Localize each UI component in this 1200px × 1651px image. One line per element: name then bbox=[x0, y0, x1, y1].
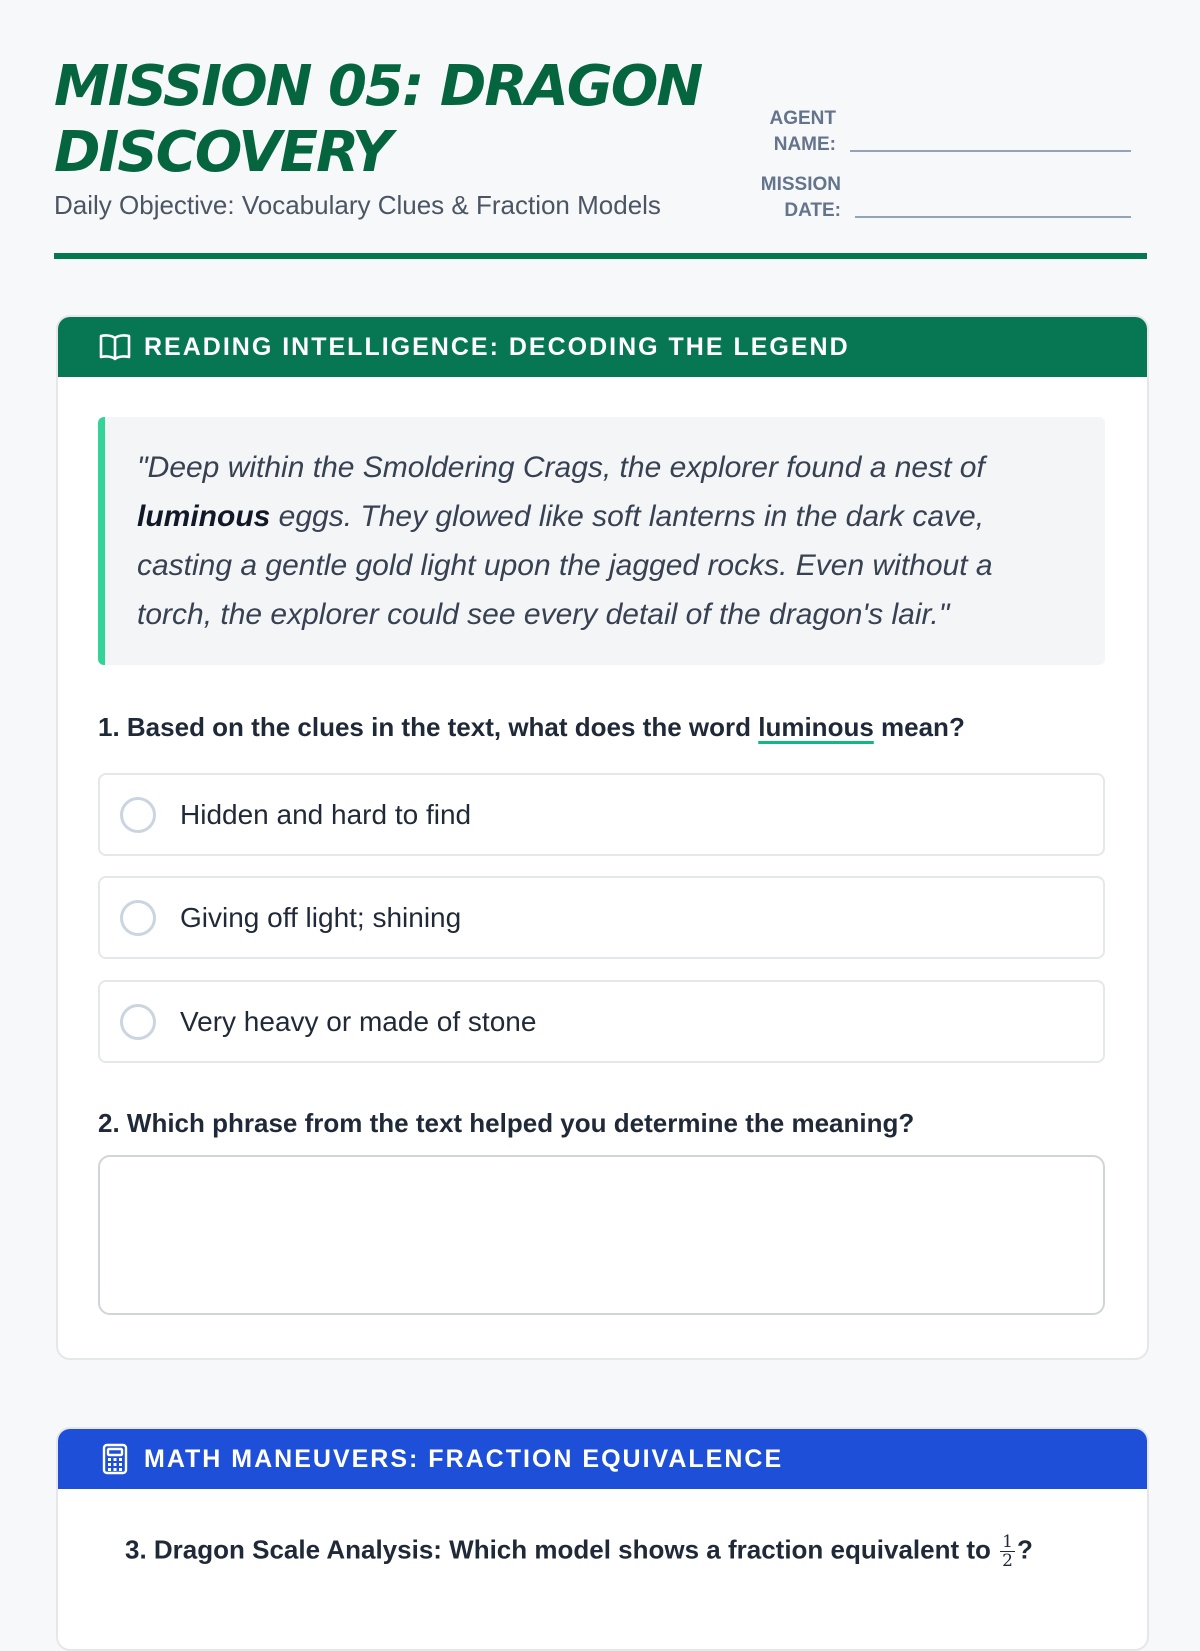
question-3-suffix: ? bbox=[1016, 1534, 1033, 1565]
page-title: MISSION 05: DRAGON DISCOVERY bbox=[54, 54, 702, 185]
question-2-answer-box[interactable] bbox=[98, 1155, 1105, 1315]
passage-text-rest: eggs. They glowed like soft lanterns in the dark cave, casting a gentle gold light upon the jagged rocks. Even without a torch, the explorer could see every detail of the dragon's lair." bbox=[137, 500, 993, 631]
agent-name-row bbox=[754, 106, 1131, 158]
reading-card bbox=[56, 315, 1149, 1360]
passage-text-start: "Deep within the Smoldering Crags, the explorer found a nest of bbox=[137, 451, 985, 484]
agent-name-label bbox=[754, 106, 836, 158]
radio-button[interactable] bbox=[120, 1004, 156, 1040]
book-icon bbox=[98, 330, 132, 364]
q1-option-c[interactable] bbox=[98, 980, 1105, 1063]
agent-name-field[interactable] bbox=[850, 150, 1131, 152]
calculator-icon bbox=[98, 1442, 132, 1476]
math-card bbox=[56, 1427, 1149, 1651]
question-1-vocab-word: luminous bbox=[758, 712, 874, 742]
math-card-header bbox=[58, 1429, 1147, 1489]
reading-card-header bbox=[58, 317, 1147, 377]
q1-option-c-label: Very heavy or made of stone bbox=[180, 1005, 537, 1037]
passage-keyword: luminous bbox=[137, 500, 271, 533]
header-divider bbox=[54, 253, 1147, 259]
agent-name-label-line1: AGENT bbox=[769, 108, 836, 129]
q1-option-b-label: Giving off light; shining bbox=[180, 901, 462, 933]
mission-date-label-line2: DATE: bbox=[784, 200, 841, 221]
legend-passage bbox=[98, 417, 1105, 665]
reading-card-title: READING INTELLIGENCE: DECODING THE LEGEND bbox=[144, 332, 850, 361]
question-3-text: 3. Dragon Scale Analysis: Which model shows a fraction equivalent to bbox=[125, 1534, 991, 1565]
radio-button[interactable] bbox=[120, 900, 156, 936]
mission-date-row bbox=[754, 172, 1131, 224]
question-2: 2. Which phrase from the text helped you determine the meaning? bbox=[98, 1108, 915, 1138]
question-1-prefix: 1. Based on the clues in the text, what does the word bbox=[98, 712, 759, 742]
radio-button[interactable] bbox=[120, 797, 156, 833]
question-1 bbox=[98, 712, 965, 743]
math-card-title: MATH MANEUVERS: FRACTION EQUIVALENCE bbox=[144, 1444, 784, 1473]
fraction-numerator: 1 bbox=[1002, 1532, 1013, 1552]
question-1-suffix: mean? bbox=[873, 712, 965, 742]
page-subtitle: Daily Objective: Vocabulary Clues & Fraction Models bbox=[54, 190, 661, 220]
agent-name-label-line2: NAME: bbox=[773, 134, 836, 155]
fraction-denominator: 2 bbox=[1002, 1551, 1013, 1571]
mission-date-label bbox=[754, 172, 841, 224]
q1-option-a-label: Hidden and hard to find bbox=[180, 798, 472, 830]
question-3 bbox=[125, 1533, 1033, 1570]
mission-date-field[interactable] bbox=[855, 216, 1131, 218]
q1-option-a[interactable] bbox=[98, 773, 1105, 856]
fraction-one-half bbox=[1000, 1533, 1015, 1570]
mission-date-label-line1: MISSION bbox=[760, 174, 841, 195]
worksheet-header bbox=[54, 0, 1147, 262]
q1-option-b[interactable] bbox=[98, 876, 1105, 959]
